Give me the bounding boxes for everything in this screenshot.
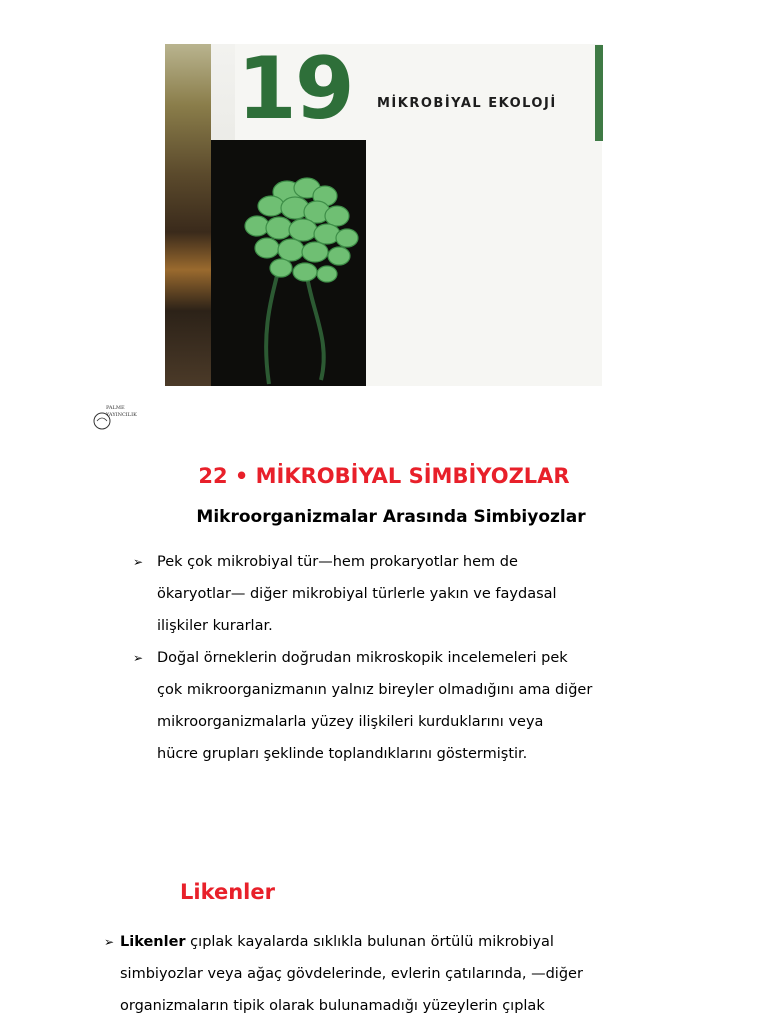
bullet-item xyxy=(133,642,653,770)
publisher-logo xyxy=(90,403,140,433)
bullet-line: çok mikroorganizmanın yalnız bireyler olmadığını ama diğer xyxy=(157,682,593,698)
arrow-bullet-icon: ➢ xyxy=(133,555,144,569)
section-title: 22 • MİKROBİYAL SİMBİYOZLAR xyxy=(198,464,570,488)
chapter-divider-bar xyxy=(595,45,603,141)
bullet-line: Doğal örneklerin doğrudan mikroskopik incelemeleri pek xyxy=(157,650,568,666)
likenler-term: Likenler xyxy=(120,934,186,950)
section-subtitle: Mikroorganizmalar Arasında Simbiyozlar xyxy=(196,507,586,527)
chapter-title: MİKROBİYAL EKOLOJİ xyxy=(377,96,557,111)
bullet-line: mikroorganizmalarla yüzey ilişkileri kurduklarını veya xyxy=(157,714,544,730)
bullet-line: hücre grupları şeklinde toplandıklarını göstermiştir. xyxy=(157,746,528,762)
bullet-line: ilişkiler kurarlar. xyxy=(157,618,273,634)
bullet-list xyxy=(133,546,653,770)
arrow-bullet-icon: ➢ xyxy=(133,651,144,665)
para-line: organizmaların tipik olarak bulunamadığı yüzeylerin çıplak xyxy=(120,998,545,1014)
para-line xyxy=(120,926,664,958)
chapter-number: 19 xyxy=(237,44,353,139)
logo-line1: PALME xyxy=(106,405,125,411)
chapter-cover-image xyxy=(165,44,602,386)
lichen-photo xyxy=(211,140,366,386)
soil-photo-strip xyxy=(165,44,211,386)
arrow-bullet-icon: ➢ xyxy=(104,935,115,949)
para-line-rest: çıplak kayalarda sıklıkla bulunan örtülü mikrobiyal xyxy=(185,934,554,950)
bullet-line: ökaryotlar— diğer mikrobiyal türlerle yakın ve faydasal xyxy=(157,586,557,602)
para-line: simbiyozlar veya ağaç gövdelerinde, evlerin çatılarında, —diğer xyxy=(120,966,583,982)
likenler-heading: Likenler xyxy=(180,880,275,904)
likenler-paragraph xyxy=(104,926,664,1022)
bullet-line: Pek çok mikrobiyal tür—hem prokaryotlar hem de xyxy=(157,554,518,570)
bullet-item xyxy=(133,546,653,642)
logo-line2: YAYINCILIK xyxy=(106,412,137,418)
